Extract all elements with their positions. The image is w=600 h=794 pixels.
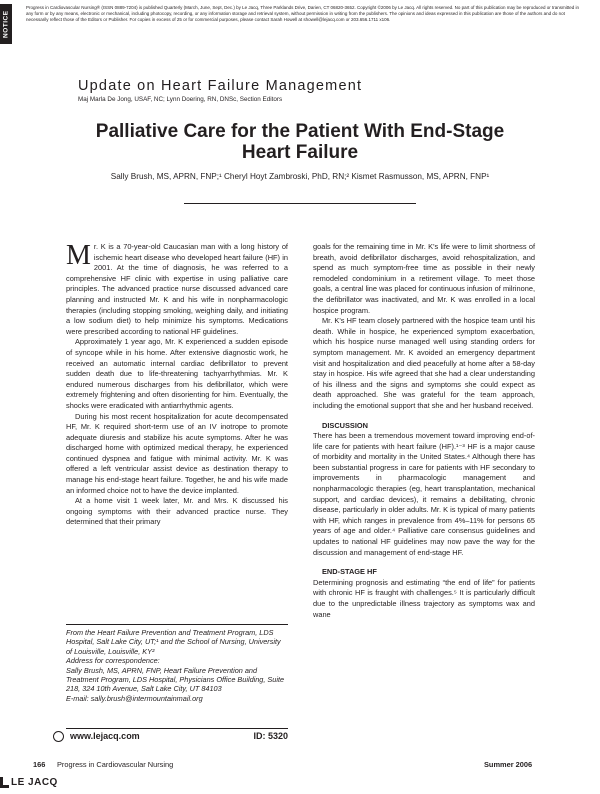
affiliation-bottom-divider [66, 728, 288, 729]
right-column [313, 242, 535, 620]
section-title: Update on Heart Failure Management [78, 78, 363, 94]
issue-season: Summer 2006 [484, 760, 533, 769]
article-id: ID: 5320 [253, 731, 288, 741]
article-title-line1: Palliative Care for the Patient With End-Stage [95, 121, 505, 142]
paragraph: Approximately 1 year ago, Mr. K experienced a sudden episode of syncope while in his home. After extensive diagnostic work, he received an automatic internal cardiac defibrillator to prevent sudden death due to life-threatening tachyarrhythmias. Mr. K endured numerous discharges from his defibrillator, which were extremely frightening and often disorienting for him. Eventually, the shocks were eradicated with antiarrhythmic agents. [66, 337, 288, 410]
paragraph: There has been a tremendous movement toward improving end-of-life care for patients with heart failure (HF).¹⁻³ HF is a major cause of morbidity and mortality in the United States.⁴ Although there has been substantial progress in care for patients with HF secondary to improvements in pharmacologic management and nonpharmacologic therapies (eg, heart transplantation, mechanical support, and cardiac devices), it remains a debilitating, chronic disease, particularly in older adults. Mr. K is typical of many patients with HF, which ranges in prevalence from 4%–11% for persons 65 years of age and older.⁴ Palliative care consensus guidelines and updates to national HF guidelines may now pave the way for the discussion and management of end-stage HF. [313, 431, 535, 557]
url-row [53, 731, 288, 744]
paragraph: Determining prognosis and estimating “the end of life” for patients with chronic HF is fraught with challenges.⁵ It is particularly difficult due to the unpredictable illness trajectory as symptoms wax and wane [313, 577, 535, 619]
publisher-logo [0, 776, 58, 788]
logo-text: LE JACQ [11, 776, 58, 788]
affiliation-box [66, 628, 288, 703]
paragraph: Mr. K's HF team closely partnered with the hospice team until his death. While in hospice, he experienced symptom exacerbation, which his hospice nurse managed well using standing orders for symptom management. Mr. K avoided an emergency department visit and hospitalization and died peacefully at home after a 58-day stay in hospice. His wife agreed that she had a clear understanding of his illness and the signs and symptoms she could expect as death approached. She was grateful for the team approach, including the emotional support that she and her husband received. [313, 316, 535, 410]
affiliation-divider [66, 624, 288, 625]
left-column [66, 242, 288, 528]
circle-icon [53, 731, 64, 742]
paragraph: goals for the remaining time in Mr. K's life were to limit shortness of breath, avoid defibrillator discharges, avoid rehospitalization, and spend as much symptom-free time as possible in their newly remodeled condominium in a retirement village. To meet those goals, a central line was placed for continuous infusion of milrinone, the defibrillator was inactivated, and Mr. K was enrolled in a local hospice program. [313, 242, 535, 315]
article-authors: Sally Brush, MS, APRN, FNP;¹ Cheryl Hoyt Zambroski, PhD, RN;² Kismet Rasmusson, MS, APRN, FNP¹ [110, 172, 490, 181]
correspondence-address: Sally Brush, MS, APRN, FNP, Heart Failure Prevention and Treatment Program, LDS Hospital, Physicians Office Building, Suite 218, 324 10th Avenue, Salt Lake City, UT 84103 [66, 665, 285, 694]
page-number: 166 [33, 760, 46, 769]
correspondence-label: Address for correspondence: [66, 656, 160, 666]
article-title-line2: Heart Failure [241, 142, 359, 163]
dropcap: M [66, 240, 91, 271]
logo-icon [0, 777, 9, 788]
paragraph-text: r. K is a 70-year-old Caucasian man with a long history of ischemic heart disease who developed heart failure (HF) in 2001. At the time of diagnosis, he was referred to a comprehensive HF clinic with expertise in using palliative care principles. The advanced practice nurse discussed advanced care planning and instructed Mr. K and his wife in nonpharmacologic therapies (including stopping smoking, weighing daily, and initiating a low sodium diet) to help minimize his symptoms. Medications were prescribed according to national HF guidelines. [66, 242, 288, 336]
title-divider [184, 203, 416, 204]
correspondence-email[interactable]: E-mail: sally.brush@intermountainmail.org [66, 693, 203, 703]
paragraph: At a home visit 1 week later, Mr. and Mrs. K discussed his ongoing symptoms with their advanced practice nurse. They determined that their primary [66, 496, 288, 527]
section-heading-discussion: DISCUSSION [322, 420, 368, 430]
notice-tab: NOTICE [0, 4, 12, 44]
paragraph: During his most recent hospitalization for acute decompensated HF, Mr. K required short-term use of an IV inotrope to promote adequate diuresis and stabilize his acute symptoms. After he was discharged home with optimized medical therapy, he experienced continued dyspnea and fatigue with minimal activity. Mr. K was offered a left ventricular assist device as destination therapy to manage his end-stage heart failure. Together, he and his wife made an informed choice not to have the device implanted. [66, 411, 288, 495]
notice-text: Progress in Cardiovascular Nursing® (ISSN 0889-7204) is published Quarterly (March, June, Sept, Dec.) by Le Jacq, Three Parklands Drive, Darien, CT 06820-3652. Copyright ©2006 by Le Jacq. All rights reserved. No part of this publication may be reproduced or transmitted in any form or by any means, electronic or mechanical, including photocopy, recording, or any information storage and retrieval system, without permission in writing from the publishers. The opinions and ideas expressed in this publication are those of the authors and do not necessarily reflect those of the Editors or Publisher. For copies in excess of 25 or for commercial purposes, please contact Sarah Howell at showell@lejacq.com or 203.656.1711 x106. [26, 5, 579, 22]
website-link[interactable]: www.lejacq.com [70, 731, 140, 741]
section-editors: Maj Marla De Jong, USAF, NC; Lynn Doering, RN, DNSc, Section Editors [78, 96, 283, 103]
section-heading-end-stage: END-STAGE HF [322, 567, 377, 577]
paragraph [66, 242, 288, 337]
article-title [60, 121, 540, 163]
affiliation-line: From the Heart Failure Prevention and Treatment Program, LDS Hospital, Salt Lake City, UT;¹ and the School of Nursing, University of Louisville, Louisville, KY² [66, 628, 281, 656]
journal-name: Progress in Cardiovascular Nursing [57, 760, 174, 769]
